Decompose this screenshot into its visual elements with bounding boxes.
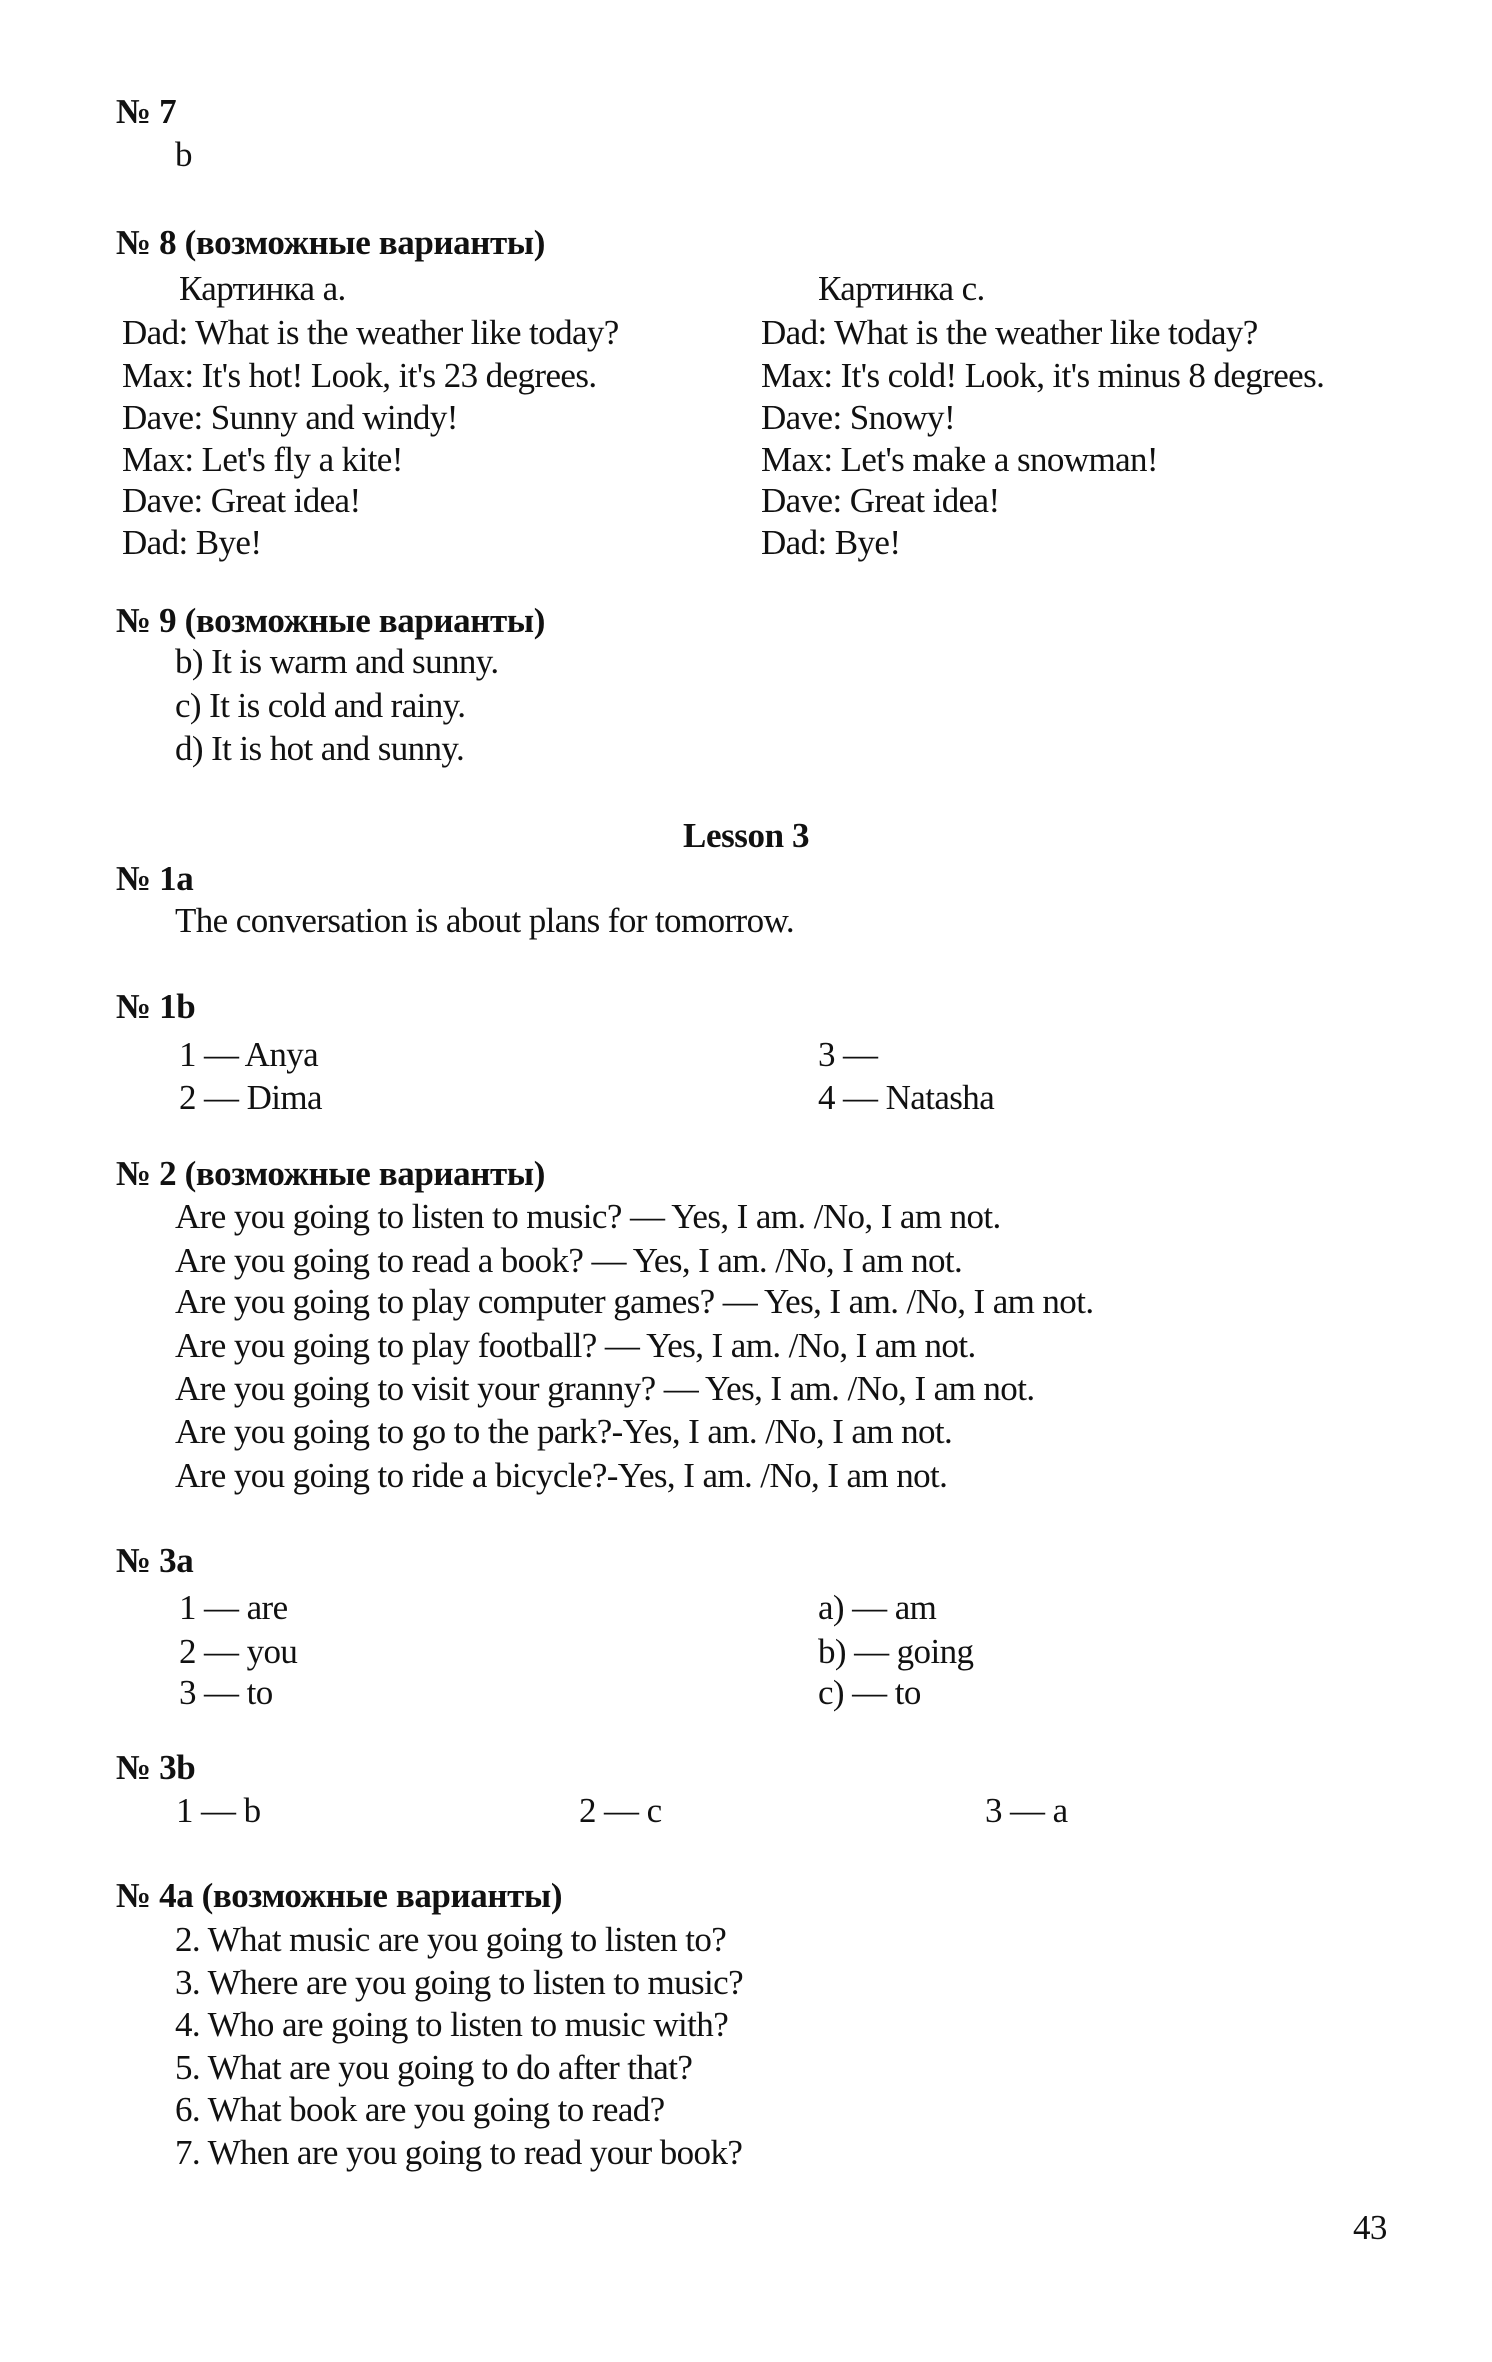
exercise-2-line: Are you going to visit your granny? — Yes, I am. /No, I am not. bbox=[175, 1369, 1035, 1408]
exercise-9-line: b) It is warm and sunny. bbox=[175, 642, 499, 681]
exercise-3b-item: 1 — b bbox=[176, 1791, 261, 1830]
exercise-2-line: Are you going to read a book? — Yes, I am. /No, I am not. bbox=[175, 1241, 963, 1280]
exercise-4a-line: 2. What music are you going to listen to? bbox=[175, 1920, 727, 1959]
exercise-3a-item: 3 — to bbox=[179, 1673, 273, 1712]
exercise-9-line: d) It is hot and sunny. bbox=[175, 729, 465, 768]
exercise-4a-line: 6. What book are you going to read? bbox=[175, 2090, 665, 2129]
dialog-a-line: Dave: Sunny and windy! bbox=[122, 398, 458, 437]
dialog-c-line: Dad: Bye! bbox=[761, 523, 901, 562]
exercise-4a-line: 3. Where are you going to listen to music? bbox=[175, 1963, 744, 2002]
exercise-2-line: Are you going to listen to music? — Yes, I am. /No, I am not. bbox=[175, 1197, 1001, 1236]
exercise-3a-heading: № 3a bbox=[116, 1541, 194, 1580]
exercise-1a-heading: № 1a bbox=[116, 859, 194, 898]
dialog-a-line: Dave: Great idea! bbox=[122, 481, 361, 520]
dialog-c-line: Max: Let's make a snowman! bbox=[761, 440, 1158, 479]
exercise-7-heading: № 7 bbox=[116, 92, 177, 131]
exercise-3b-item: 2 — c bbox=[579, 1791, 662, 1830]
exercise-3a-item: 2 — you bbox=[179, 1632, 298, 1671]
exercise-1a-text: The conversation is about plans for tomorrow. bbox=[175, 901, 795, 940]
exercise-4a-heading: № 4a (возможные варианты) bbox=[116, 1876, 563, 1915]
exercise-9-line: c) It is cold and rainy. bbox=[175, 686, 466, 725]
dialog-a-line: Dad: Bye! bbox=[122, 523, 262, 562]
dialog-a-line: Dad: What is the weather like today? bbox=[122, 313, 619, 352]
exercise-1b-item: 4 — Natasha bbox=[818, 1078, 995, 1117]
dialog-c-line: Dad: What is the weather like today? bbox=[761, 313, 1258, 352]
exercise-3b-heading: № 3b bbox=[116, 1748, 196, 1787]
exercise-2-line: Are you going to play computer games? — Yes, I am. /No, I am not. bbox=[175, 1282, 1094, 1321]
dialog-a-line: Max: It's hot! Look, it's 23 degrees. bbox=[122, 356, 597, 395]
exercise-2-heading: № 2 (возможные варианты) bbox=[116, 1154, 545, 1193]
picture-a-caption: Картинка a. bbox=[179, 269, 346, 308]
exercise-3b-item: 3 — a bbox=[985, 1791, 1068, 1830]
exercise-4a-line: 4. Who are going to listen to music with? bbox=[175, 2005, 729, 2044]
exercise-1b-item: 2 — Dima bbox=[179, 1078, 322, 1117]
exercise-1b-item: 1 — Anya bbox=[179, 1035, 319, 1074]
exercise-3a-item: c) — to bbox=[818, 1673, 921, 1712]
exercise-3a-item: b) — going bbox=[818, 1632, 974, 1671]
exercise-2-line: Are you going to ride a bicycle?-Yes, I am. /No, I am not. bbox=[175, 1456, 948, 1495]
exercise-4a-line: 5. What are you going to do after that? bbox=[175, 2048, 693, 2087]
picture-c-caption: Картинка c. bbox=[818, 269, 985, 308]
dialog-a-line: Max: Let's fly a kite! bbox=[122, 440, 403, 479]
page-number: 43 bbox=[1353, 2208, 1387, 2247]
exercise-3a-item: 1 — are bbox=[179, 1588, 288, 1627]
exercise-8-heading: № 8 (возможные варианты) bbox=[116, 223, 545, 262]
exercise-4a-line: 7. When are you going to read your book? bbox=[175, 2133, 743, 2172]
exercise-1b-item: 3 — bbox=[818, 1035, 878, 1074]
exercise-9-heading: № 9 (возможные варианты) bbox=[116, 601, 545, 640]
exercise-2-line: Are you going to go to the park?-Yes, I am. /No, I am not. bbox=[175, 1412, 953, 1451]
lesson-title: Lesson 3 bbox=[683, 816, 810, 855]
exercise-2-line: Are you going to play football? — Yes, I am. /No, I am not. bbox=[175, 1326, 976, 1365]
exercise-1b-heading: № 1b bbox=[116, 987, 196, 1026]
exercise-7-answer: b bbox=[175, 135, 192, 174]
exercise-3a-item: a) — am bbox=[818, 1588, 937, 1627]
dialog-c-line: Max: It's cold! Look, it's minus 8 degrees. bbox=[761, 356, 1325, 395]
dialog-c-line: Dave: Great idea! bbox=[761, 481, 1000, 520]
dialog-c-line: Dave: Snowy! bbox=[761, 398, 956, 437]
